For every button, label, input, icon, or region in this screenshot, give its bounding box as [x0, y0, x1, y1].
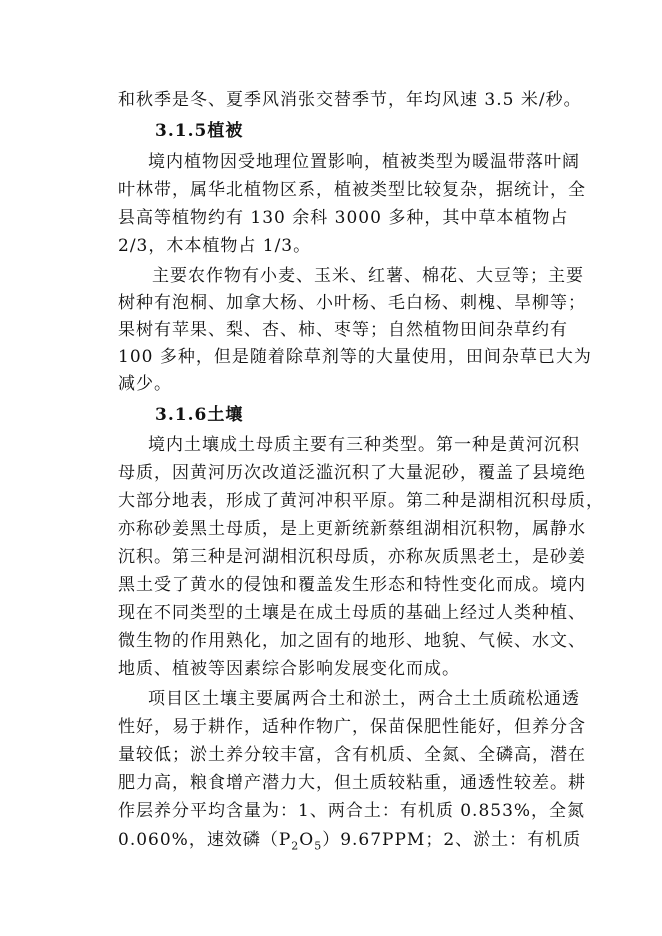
section-heading-vegetation: 3.1.5植被	[155, 121, 244, 141]
subscript: 2	[291, 839, 300, 853]
paragraph-line: 作层养分平均含量为：1、两合土：有机质 0.853%，全氮	[118, 801, 586, 821]
paragraph-line: 叶林带，属华北植物区系，植被类型比较复杂，据统计，全	[118, 180, 586, 200]
formula-text: ）9.67PPM；2、淤土：有机质	[322, 830, 582, 850]
paragraph-line: 主要农作物有小麦、玉米、红薯、棉花、大豆等；主要	[152, 266, 584, 286]
paragraph-line: 性好，易于耕作，适种作物广，保苗保肥性能好，但养分含	[118, 717, 586, 737]
subscript: 5	[314, 839, 323, 853]
paragraph-line: 母质，因黄河历次改道泛滥沉积了大量泥砂，覆盖了县境绝	[118, 463, 586, 483]
paragraph-line: 2/3，木本植物占 1/3。	[118, 236, 312, 256]
paragraph-line: 境内土壤成土母质主要有三种类型。第一种是黄河沉积	[148, 435, 580, 455]
paragraph-line: 大部分地表，形成了黄河冲积平原。第二种是湖相沉积母质，	[118, 491, 604, 511]
paragraph-line: 微生物的作用熟化，加之固有的地形、地貌、气候、水文、	[118, 631, 586, 651]
section-heading-soil: 3.1.6土壤	[155, 405, 244, 425]
paragraph-line: 项目区土壤主要属两合土和淤土，两合土土质疏松通透	[148, 689, 580, 709]
paragraph-line: 黑土受了黄水的侵蚀和覆盖发生形态和特性变化而成。境内	[118, 575, 586, 595]
paragraph-line: 地质、植被等因素综合影响发展变化而成。	[118, 659, 460, 679]
paragraph-line: 境内植物因受地理位置影响，植被类型为暖温带落叶阔	[148, 152, 580, 172]
paragraph-line: 亦称砂姜黑土母质，是上更新统新蔡组湖相沉积物，属静水	[118, 519, 586, 539]
paragraph-line: 现在不同类型的土壤是在成土母质的基础上经过人类种植、	[118, 603, 586, 623]
paragraph-line: 树种有泡桐、加拿大杨、小叶杨、毛白杨、刺槐、旱柳等；	[118, 293, 586, 313]
paragraph-line: 沉积。第三种是河湖相沉积母质，亦称灰质黑老土，是砂姜	[118, 547, 586, 567]
formula-text: O	[299, 830, 315, 850]
paragraph-line: 县高等植物约有 130 余科 3000 多种，其中草本植物占	[118, 208, 569, 228]
paragraph-line: 肥力高，粮食增产潜力大，但土质较粘重，通透性较差。耕	[118, 773, 586, 793]
paragraph-line: 减少。	[118, 374, 172, 394]
formula-text: 0.060%，速效磷（P	[118, 830, 292, 850]
paragraph-line: 果树有苹果、梨、杏、柿、枣等；自然植物田间杂草约有	[118, 320, 568, 340]
paragraph-line	[118, 829, 581, 851]
paragraph-line: 100 多种，但是随着除草剂等的大量使用，田间杂草已大为	[118, 347, 592, 367]
paragraph-line: 量较低；淤土养分较丰富，含有机质、全氮、全磷高，潜在	[118, 745, 586, 765]
paragraph-line: 和秋季是冬、夏季风消张交替季节，年均风速 3.5 米/秒。	[118, 90, 582, 110]
